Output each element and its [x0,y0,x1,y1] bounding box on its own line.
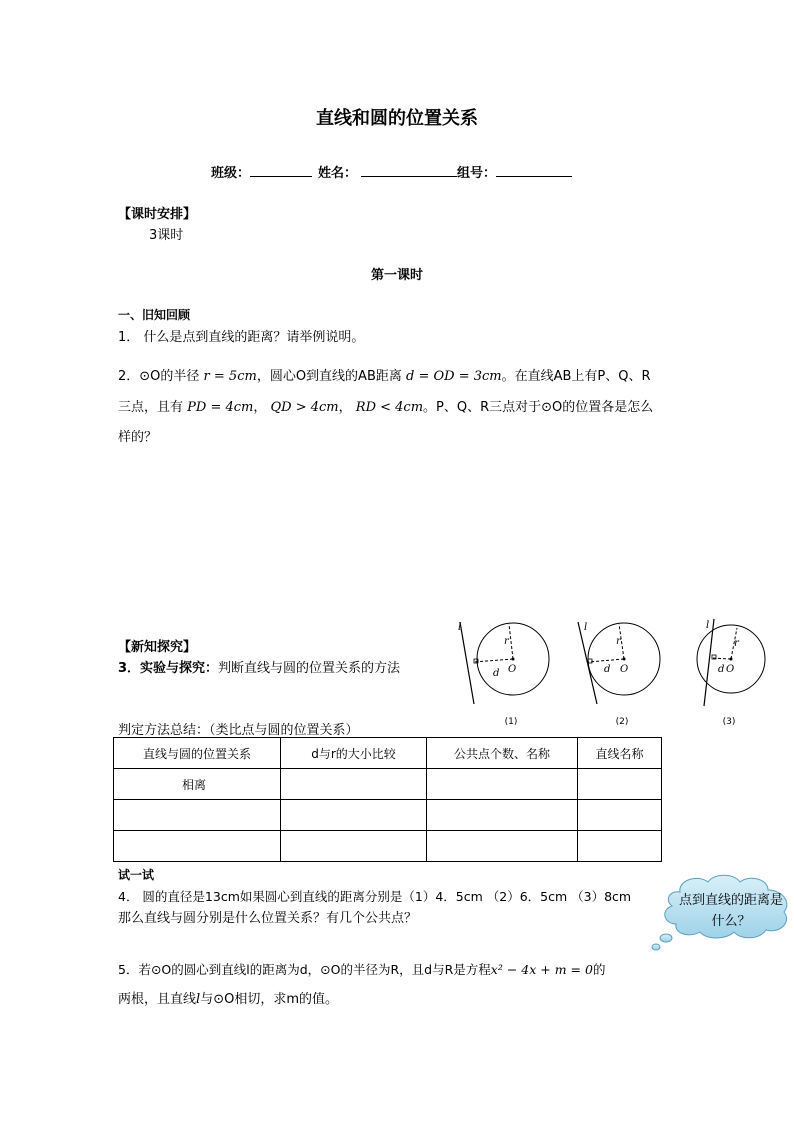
page-title: 直线和圆的位置关系 [316,108,478,129]
question-4-line-2: 那么直线与圆分别是什么位置关系？有几个公共点？ [118,911,418,926]
explore-heading: 【新知探究】 [118,640,197,655]
question-4-line-1: 4． 圆的直径是13cm如果圆心到直线的距离分别是（1）4．5cm （2）6．5cm （3）8cm [118,889,632,904]
q2-distance-formula: d = OD = 3cm [406,369,502,384]
question-1: 1． 什么是点到直线的距离？请举例说明。 [118,330,365,345]
question-2-line-2: 三点，且有 PD = 4cm， QD > 4cm， RD < 4cm。P、Q、R三点对于⊙O的位置各是怎么 [118,400,654,415]
group-label: 组号： [457,166,497,181]
diagram-1-line-label: l [458,622,462,633]
schedule-content: 3课时 [149,228,184,243]
q5-text-b: 的 [592,962,606,977]
q2-pd-formula: PD = 4cm [187,400,254,415]
diagram-2-line-label: l [584,622,588,633]
q2-text-b: ，圆心O到直线的AB距离 [256,369,402,384]
table-cell[interactable] [114,831,281,862]
table-header: d与r的大小比较 [281,738,427,769]
table-cell[interactable] [114,800,281,831]
table-cell[interactable] [427,769,578,800]
name-label: 姓名： [318,166,358,181]
table-row [114,800,662,831]
try-heading: 试一试 [118,868,155,882]
q3-label: 3．实验与探究： [118,661,219,676]
class-field [211,162,312,181]
table-cell[interactable] [427,831,578,862]
table-header: 直线与圆的位置关系 [114,738,281,769]
question-5-line-2 [118,990,338,1010]
q5-line-symbol: l [196,992,201,1007]
question-2-line-1 [118,367,651,387]
circle-line-diagrams [452,614,772,730]
name-blank[interactable] [361,162,457,177]
q2-qd-formula: QD > 4cm [270,400,339,415]
diagram-3-center-label: O [726,664,735,675]
schedule-heading: 【课时安排】 [118,207,197,222]
diagram-1-distance-label: d [493,668,500,679]
table-cell[interactable] [578,800,662,831]
diagram-intersect [697,619,765,706]
name-field [318,162,457,181]
q5-equation: x² − 4x + m = 0 [490,962,593,977]
q3-text: 判断直线与圆的位置关系的方法 [218,661,401,676]
table-row [114,831,662,862]
class-blank[interactable] [250,162,312,177]
lesson-title: 第一课时 [370,268,423,283]
diagram-3-line-label: l [706,620,710,631]
q2-text-d: 三点，且有 [118,400,184,415]
q2-rd-formula: RD < 4cm [355,400,424,415]
q2-text-c: 。在直线AB上有P、Q、R [501,369,651,384]
q2-radius-formula: r = 5cm [203,369,257,384]
class-label: 班级： [211,166,251,181]
group-blank[interactable] [496,162,572,177]
diagram-3-radius-label: r [734,638,739,649]
table-header: 公共点个数、名称 [427,738,578,769]
table-header-row [114,738,662,769]
diagram-2-radius-label: r [616,636,621,647]
table-cell[interactable] [281,769,427,800]
diagram-2-distance-label: d [604,664,611,675]
q5-text-d: 与⊙O相切，求m的值。 [200,992,338,1007]
question-5-line-1 [118,960,605,980]
group-field [457,162,572,181]
diagram-separate [460,622,549,704]
table-cell[interactable] [281,831,427,862]
q5-text-c: 两根，且直线 [118,992,197,1007]
diagram-3-distance-label: d [718,664,725,675]
table-cell: 相离 [114,769,281,800]
q2-text-a: 2．⊙O的半径 [118,369,200,384]
q5-text-a: 5．若⊙O的圆心到直线l的距离为d，⊙O的半径为R，且d与R是方程 [118,962,491,977]
table-row [114,769,662,800]
diagram-1-radius-label: r [504,636,509,647]
table-cell[interactable] [578,769,662,800]
diagram-2-center-label: O [620,664,629,675]
diagram-1-center-label: O [508,664,517,675]
question-3 [118,657,400,676]
cloud-text: 点到直线的距离是什么？ [678,893,783,929]
diagram-1-caption: (1) [504,717,518,727]
review-heading: 一、旧知回顾 [118,308,191,322]
method-table [113,737,662,862]
table-cell[interactable] [578,831,662,862]
diagram-2-caption: (2) [615,717,629,727]
summary-label: 判定方法总结：（类比点与圆的位置关系） [118,723,359,738]
diagram-3-caption: (3) [722,717,736,727]
table-cell[interactable] [427,800,578,831]
q2-text-e: 。P、Q、R三点对于⊙O的位置各是怎么 [423,400,654,415]
table-header: 直线名称 [578,738,662,769]
question-2-line-3: 样的？ [118,430,158,445]
diagram-tangent [578,622,660,704]
table-cell[interactable] [281,800,427,831]
